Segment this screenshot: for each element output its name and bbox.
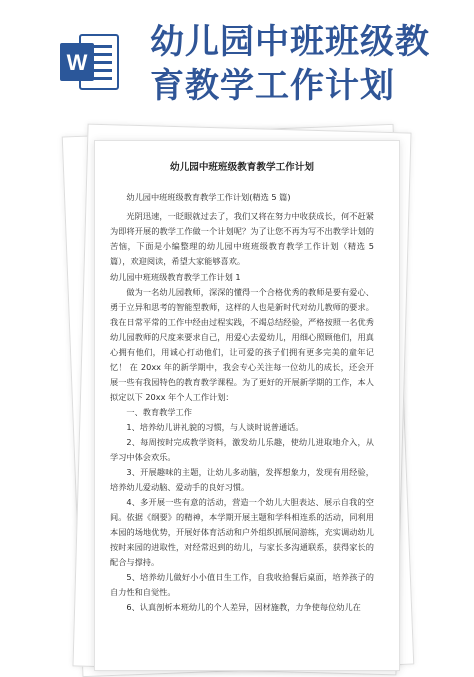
- word-document-icon: [58, 31, 120, 93]
- svg-text:W: W: [66, 50, 88, 75]
- list-item: 6、认真剖析本班幼儿的个人差异，因材施教，力争使每位幼儿在: [126, 602, 361, 612]
- list-item: 4、多开展一些有意的活动，营造一个幼儿大胆表达、展示自我的空间。依据《纲要》的精神，本学期开展主题和学科相连系的活动，同利用本园的场地优势，开展好体育活动和户外组织抓展间游练，充实调动幼儿按时来园的进取性，对经常迟到的幼儿，与家长多沟通联系，获得家长的配合与撑持。: [110, 497, 374, 567]
- list-heading: 一、教育教学工作: [126, 407, 192, 417]
- document-subtitle: 幼儿园中班班级教育教学工作计划(精选 5 篇): [126, 192, 291, 202]
- paragraph: 光阴迅速，一眨眼就过去了，我们又将在努力中收获成长，何不赶紧为即将开展的教学工作做一个计划呢？为了让您不再为写不出教学计划的苦恼，下面是小编整理的幼儿园中班班级教育教学工作计划（精选 5 篇），欢迎阅读，希望大家能够喜欢。: [110, 211, 374, 266]
- banner-title-line-1: 幼儿园中班班级教: [150, 22, 430, 62]
- document-title: 幼儿园中班班级教育教学工作计划: [170, 162, 314, 173]
- banner: [0, 0, 474, 120]
- list-item: 3、开展趣味的主题，让幼儿多动脑，发挥想象力，发现有用经验，培养幼儿爱动脑、爱动手的良好习惯。: [110, 467, 374, 492]
- document-body: [110, 160, 374, 615]
- banner-title: [150, 20, 470, 108]
- section-heading: 幼儿园中班班级教育教学工作计划 1: [110, 272, 241, 282]
- paragraph: 做为一名幼儿园教师，深深的懂得一个合格优秀的教师是要有爱心、勇于立异和思考的智能型教师，这样的人也是新时代对幼儿教师的要求。我在日常平常的工作中经由过程实践，不竭总结经验，严格按照一名优秀幼儿园教师的尺度来要求自己，用爱心去爱幼儿，用细心照顾他们，用真心拥有他们，用诚心打动他们，让可爱的孩子们拥有更多完美的童年记忆！ 在 20xx 年的新学期中，我会专心关注每一位幼儿的成长，还会开展一些有我园特色的教育教学课程。为了更好的开展新学期的工作，本人拟定以下 20xx 年个人工作计划：: [110, 287, 374, 402]
- banner-title-line-2: 育教学工作计划: [150, 66, 395, 106]
- list-item: 1、培养幼儿讲礼貌的习惯，与人谈时说普通话。: [126, 422, 304, 432]
- list-item: 2、每周按时完成教学资料，激发幼儿乐趣，使幼儿进取地介入，从学习中体会欢乐。: [110, 437, 374, 462]
- list-item: 5、培养幼儿做好小小值日生工作，自我收拾餐后桌面，培养孩子的自力性和自觉性。: [110, 572, 374, 597]
